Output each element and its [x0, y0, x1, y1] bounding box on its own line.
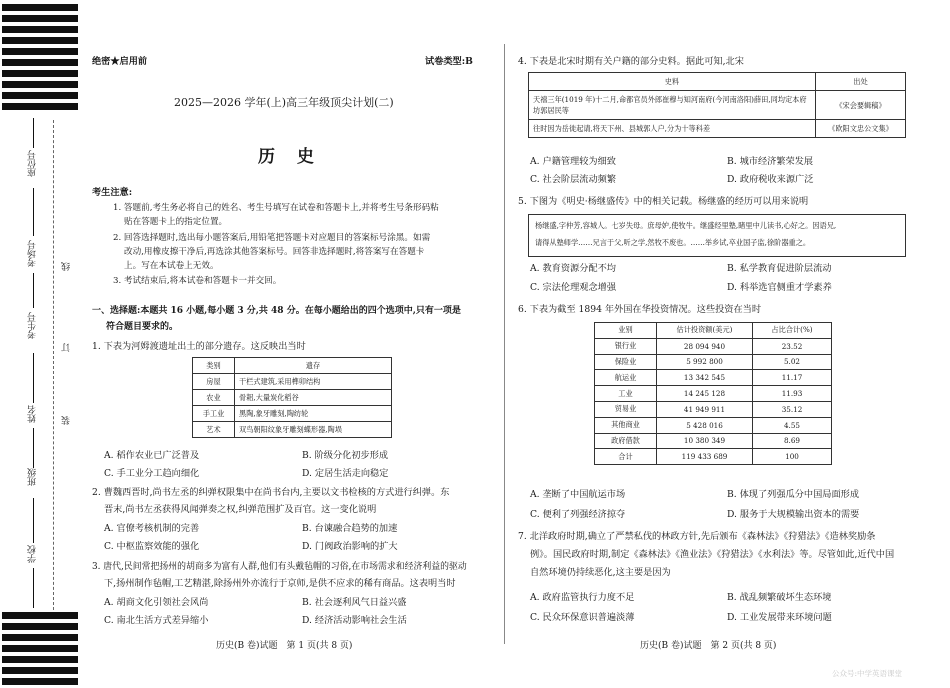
secret-label: 绝密★启用前	[92, 56, 148, 67]
name-label: 姓名	[28, 405, 38, 423]
q4-table	[528, 72, 906, 138]
q3-option-d[interactable]: D. 经济活动影响社会生活	[302, 615, 407, 626]
notice-line: 上。写在本试卷上无效。	[124, 261, 219, 271]
q3-option-b[interactable]: B. 社会逐利风气日益兴盛	[302, 597, 407, 608]
notice-line: 2. 回答选择题时,选出每小题答案后,用铅笔把答题卡对应题目的答案标号涂黑。如需	[113, 233, 431, 243]
notice-line: 1. 答题前,考生务必将自己的姓名、考生号填写在试卷和答题卡上,并将考生号条形码粘	[113, 203, 439, 213]
candidate-number-label: 考生号	[28, 312, 38, 339]
table-cell: 艺术	[193, 422, 235, 438]
q7-option-c[interactable]: C. 民众环保意识普遍淡薄	[530, 612, 635, 623]
table-header: 估计投资额(美元)	[657, 323, 753, 339]
table-cell: 骨耜,大量炭化稻谷	[235, 390, 392, 406]
table-cell: 政府借款	[595, 433, 657, 449]
q2-option-d[interactable]: D. 门阀政治影响的扩大	[302, 541, 398, 552]
exam-room-label: 考场号	[28, 240, 38, 267]
table-cell: 天禧三年(1019 年)十二月,命都官员外郎崔穆与知河南府(今河南洛阳)薛田,同均定本府坊郭居民等	[529, 91, 816, 120]
section-heading: 一、选择题:本题共 16 小题,每小题 3 分,共 48 分。在每小题给出的四个选项中,只有一项是	[92, 306, 461, 316]
table-header: 史料	[529, 73, 816, 91]
q4-option-a[interactable]: A. 户籍管理较为细致	[530, 156, 616, 167]
q5-option-b[interactable]: B. 私学教育促进阶层流动	[727, 263, 832, 274]
q1-option-a[interactable]: A. 稻作农业已广泛普及	[104, 450, 200, 461]
table-cell: 农业	[193, 390, 235, 406]
section-heading-cont: 符合题目要求的。	[106, 322, 179, 332]
q5-option-a[interactable]: A. 教育资源分配不均	[530, 263, 616, 274]
q2-stem-cont: 晋末,尚书左丞获得风闻弹奏之权,纠弹范围扩及百官。这一变化说明	[104, 504, 377, 515]
table-cell: 黑陶,象牙雕刻,陶纺轮	[235, 406, 392, 422]
q4-stem: 4. 下表是北宋时期有关户籍的部分史料。据此可知,北宋	[518, 56, 744, 67]
table-cell: 13 342 545	[657, 370, 753, 386]
notice-line: 3. 考试结束后,将本试卷和答题卡一并交回。	[113, 276, 282, 286]
table-cell: 航运业	[595, 370, 657, 386]
binding-stripe	[2, 4, 78, 11]
q3-stem: 3. 唐代,民间常把扬州的胡商多为富有人群,他们有头戴毡帽的习俗,在市场需求和经济利益的驱动	[92, 562, 467, 572]
table-cell: 10 380 349	[657, 433, 753, 449]
table-cell: 保险业	[595, 354, 657, 370]
table-cell: 干栏式建筑,采用榫卯结构	[235, 374, 392, 390]
q6-option-a[interactable]: A. 垄断了中国航运市场	[530, 489, 626, 500]
q7-option-d[interactable]: D. 工业发展带来环境问题	[727, 612, 832, 623]
table-header: 占比合计(%)	[753, 323, 832, 339]
q4-option-c[interactable]: C. 社会阶层流动频繁	[530, 174, 617, 185]
table-cell: 5.02	[753, 354, 832, 370]
table-cell: 11.93	[753, 386, 832, 402]
subject-title: 历 史	[258, 147, 322, 167]
table-cell: 双鸟朝阳纹象牙雕刻蝶形器,陶埙	[235, 422, 392, 438]
q7-option-a[interactable]: A. 政府监管执行力度不足	[530, 592, 635, 603]
binding-mark-line: 线	[62, 262, 72, 271]
table-cell: 28 094 940	[657, 338, 753, 354]
q3-option-c[interactable]: C. 南北生活方式差异缩小	[104, 615, 209, 626]
binding-stripe	[2, 15, 78, 22]
binding-stripe	[2, 26, 78, 33]
binding-stripe	[2, 103, 78, 110]
q5-option-d[interactable]: D. 科举选官侧重才学素养	[727, 282, 832, 293]
q6-option-c[interactable]: C. 便利了列强经济掠夺	[530, 509, 626, 520]
q1-option-c[interactable]: C. 手工业分工趋向细化	[104, 468, 200, 479]
binding-answer-lines	[33, 118, 34, 608]
binding-mark-ding: 订	[62, 343, 72, 352]
q7-stem-cont: 自然环境仍持续恶化,这主要是因为	[530, 567, 671, 578]
table-cell: 8.69	[753, 433, 832, 449]
binding-stripe	[2, 37, 78, 44]
q2-option-b[interactable]: B. 台谏融合趋势的加速	[302, 523, 398, 534]
table-cell: 11.17	[753, 370, 832, 386]
q4-option-b[interactable]: B. 城市经济繁荣发展	[727, 156, 814, 167]
footer-left: 历史(B 卷)试题 第 1 页(共 8 页)	[216, 641, 353, 651]
binding-stripe	[2, 48, 78, 55]
q5-source-box	[528, 214, 906, 257]
table-cell: 5 428 016	[657, 417, 753, 433]
paper-type-label: 试卷类型:B	[425, 56, 473, 67]
footer-right: 历史(B 卷)试题 第 2 页(共 8 页)	[640, 641, 777, 651]
binding-mark-zhuang: 装	[62, 416, 72, 425]
table-cell: 100	[753, 449, 832, 465]
binding-stripe	[2, 92, 78, 99]
binding-stripe	[2, 59, 78, 66]
q2-stem: 2. 曹魏西晋时,尚书左丞的纠弹权限集中在尚书台内,主要以文书检核的方式进行纠弹。东	[92, 487, 450, 498]
q2-option-a[interactable]: A. 官僚考核机制的完善	[104, 523, 200, 534]
class-label: 班级	[28, 468, 38, 486]
table-cell: 23.52	[753, 338, 832, 354]
watermark: 公众号:中学英语课堂	[832, 669, 903, 678]
binding-stripe	[2, 667, 78, 674]
q1-table	[192, 357, 392, 438]
table-header: 业别	[595, 323, 657, 339]
binding-stripe	[2, 645, 78, 652]
binding-stripe	[2, 656, 78, 663]
table-cell: 合计	[595, 449, 657, 465]
binding-stripe	[2, 634, 78, 641]
table-cell: 41 949 911	[657, 401, 753, 417]
table-cell: 4.55	[753, 417, 832, 433]
school-label: 学校	[28, 545, 38, 563]
table-cell: 房屋	[193, 374, 235, 390]
q5-stem: 5. 下图为《明史·杨继盛传》中的相关记载。杨继盛的经历可以用来说明	[518, 196, 809, 207]
q6-option-b[interactable]: B. 体现了列强瓜分中国局面形成	[727, 489, 860, 500]
q5-source-line: 请得从塾师学……兄言于父,听之学,然牧不废也。……举乡试,卒业国子监,徐阶器重之。	[535, 238, 811, 247]
table-cell: 119 433 689	[657, 449, 753, 465]
q2-option-c[interactable]: C. 中枢监察效能的强化	[104, 541, 200, 552]
q3-option-a[interactable]: A. 胡商文化引领社会风尚	[104, 597, 209, 608]
table-cell: 往时因为岳徙起请,将天下州、县城郭人户,分为十等科差	[529, 120, 816, 138]
notice-title: 考生注意:	[92, 187, 133, 198]
table-cell: 《欧阳文忠公文集》	[816, 120, 906, 138]
q1-stem: 1. 下表为河姆渡遗址出土的部分遗存。这反映出当时	[92, 341, 306, 352]
table-cell: 5 992 800	[657, 354, 753, 370]
q7-stem: 7. 北洋政府时期,确立了严禁私伐的林政方针,先后颁布《森林法》《狩猎法》《造林奖励条	[518, 531, 876, 542]
binding-dashed-line	[53, 120, 54, 610]
binding-stripe	[2, 623, 78, 630]
notice-line: 贴在答题卡上的指定位置。	[124, 217, 228, 227]
table-cell: 14 245 128	[657, 386, 753, 402]
table-cell: 《宋会要辑稿》	[816, 91, 906, 120]
q3-stem-cont: 下,扬州制作毡帽,工艺精湛,除扬州外亦流行于京师,是供不应求的稀有商品。这表明当时	[104, 578, 456, 589]
q6-stem: 6. 下表为截至 1894 年外国在华投资情况。这些投资在当时	[518, 304, 762, 315]
binding-stripe	[2, 81, 78, 88]
q1-option-d[interactable]: D. 定居生活走向稳定	[302, 468, 389, 479]
table-cell: 银行业	[595, 338, 657, 354]
table-cell: 其他商业	[595, 417, 657, 433]
q1-option-b[interactable]: B. 阶级分化初步形成	[302, 450, 389, 461]
binding-stripe	[2, 678, 78, 685]
binding-white-column	[14, 115, 74, 610]
binding-stripe	[2, 70, 78, 77]
seat-number-label: 座位号	[28, 150, 38, 177]
q5-source-line: 杨继盛,字仲芳,容城人。七岁失母。庶母妒,使牧牛。继盛经里塾,睹里中儿读书,心好之。因语兄,	[535, 221, 837, 230]
table-cell: 手工业	[193, 406, 235, 422]
exam-title: 2025—2026 学年(上)高三年级顶尖计划(二)	[174, 96, 394, 109]
page-divider	[504, 44, 505, 644]
q7-stem-cont: 例》。国民政府时期,制定《森林法》《渔业法》《狩猎法》《水利法》等。尽管如此,近代中国	[530, 549, 895, 560]
q6-table	[594, 322, 832, 465]
q6-option-d[interactable]: D. 服务于大规模输出资本的需要	[727, 509, 860, 520]
notice-line: 改动,用橡皮擦干净后,再选涂其他答案标号。回答非选择题时,将答案写在答题卡	[124, 247, 425, 257]
table-header: 出处	[816, 73, 906, 91]
table-cell: 贸易业	[595, 401, 657, 417]
q5-option-c[interactable]: C. 宗法伦理观念增强	[530, 282, 617, 293]
table-cell: 工业	[595, 386, 657, 402]
q7-option-b[interactable]: B. 战乱频繁破坏生态环境	[727, 592, 832, 603]
table-cell: 35.12	[753, 401, 832, 417]
binding-stripe	[2, 612, 78, 619]
table-header: 类别	[193, 358, 235, 374]
table-header: 遗存	[235, 358, 392, 374]
q4-option-d[interactable]: D. 政府税收来源广泛	[727, 174, 814, 185]
